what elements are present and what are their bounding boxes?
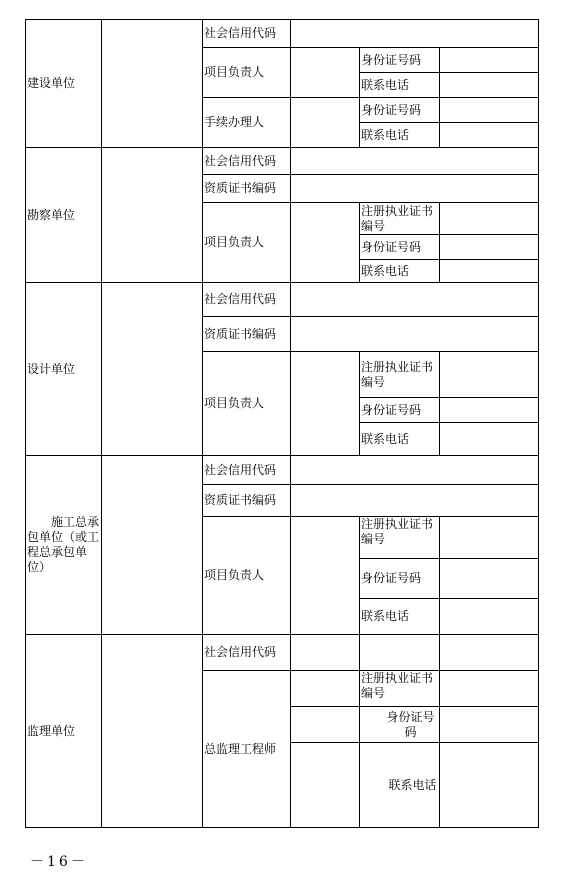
value-credit-code [291, 635, 360, 671]
label-id-number: 身份证号码 [360, 707, 440, 743]
value-phone [440, 123, 539, 148]
unit-name-general-contractor: 施工总承包单位（或工程总承包单位） [26, 456, 102, 635]
value-phone [440, 423, 539, 456]
label-phone: 联系电话 [360, 423, 440, 456]
label-credit-code: 社会信用代码 [203, 635, 291, 671]
unit-name-survey: 勘察单位 [26, 148, 102, 283]
label-project-leader: 项目负责人 [203, 48, 291, 98]
unit-value-survey [102, 148, 203, 283]
label-project-leader: 项目负责人 [203, 517, 291, 635]
label-reg-practice-cert-no: 注册执业证书编号 [360, 671, 440, 707]
unit-name-design: 设计单位 [26, 283, 102, 456]
label-handler: 手续办理人 [203, 98, 291, 148]
value-project-leader [291, 48, 360, 98]
unit-name-construction: 建设单位 [26, 20, 102, 148]
label-id-number: 身份证号码 [360, 98, 440, 123]
label-phone: 联系电话 [360, 599, 440, 635]
label-reg-practice-cert-no: 注册执业证书编号 [360, 352, 440, 398]
label-id-number: 身份证号码 [360, 48, 440, 73]
label-qualification-cert-no: 资质证书编码 [203, 317, 291, 352]
value-chief-supervisor [291, 671, 360, 707]
label-id-number: 身份证号码 [360, 398, 440, 423]
label-phone: 联系电话 [360, 260, 440, 283]
value-handler [291, 98, 360, 148]
page-number: －16－ [30, 854, 88, 870]
unit-value-design [102, 283, 203, 456]
label-credit-code: 社会信用代码 [203, 283, 291, 317]
label-phone: 联系电话 [360, 123, 440, 148]
value-id-number [440, 235, 539, 260]
label-id-number: 身份证号码 [360, 559, 440, 599]
label-qualification-cert-no: 资质证书编码 [203, 175, 291, 203]
label-phone: 联系电话 [360, 743, 440, 828]
value-qualification-cert-no [291, 485, 539, 517]
value-qualification-cert-no [291, 175, 539, 203]
value-chief-supervisor [291, 743, 360, 828]
value-id-number [440, 48, 539, 73]
value-id-number [440, 98, 539, 123]
label-chief-supervisor: 总监理工程师 [203, 671, 291, 828]
registration-form-table [25, 19, 539, 828]
value-phone [440, 743, 539, 828]
label-project-leader: 项目负责人 [203, 203, 291, 283]
value-reg-practice-cert-no [440, 671, 539, 707]
label-reg-practice-cert-no: 注册执业证书编号 [360, 517, 440, 559]
unit-name-supervision: 监理单位 [26, 635, 102, 828]
value-project-leader [291, 352, 360, 456]
label-id-number: 身份证号码 [360, 235, 440, 260]
label-phone: 联系电话 [360, 73, 440, 98]
label-qualification-cert-no: 资质证书编码 [203, 485, 291, 517]
value-phone [440, 73, 539, 98]
value-id-number [440, 559, 539, 599]
value-chief-supervisor [291, 707, 360, 743]
unit-value-general-contractor [102, 456, 203, 635]
blank-cell [360, 635, 440, 671]
value-reg-practice-cert-no [440, 203, 539, 235]
value-credit-code [291, 283, 539, 317]
blank-cell [440, 635, 539, 671]
value-project-leader [291, 517, 360, 635]
label-credit-code: 社会信用代码 [203, 20, 291, 48]
value-reg-practice-cert-no [440, 352, 539, 398]
label-reg-practice-cert-no: 注册执业证书编号 [360, 203, 440, 235]
label-project-leader: 项目负责人 [203, 352, 291, 456]
label-credit-code: 社会信用代码 [203, 148, 291, 175]
value-phone [440, 260, 539, 283]
value-id-number [440, 707, 539, 743]
unit-value-supervision [102, 635, 203, 828]
value-phone [440, 599, 539, 635]
value-credit-code [291, 456, 539, 485]
value-qualification-cert-no [291, 317, 539, 352]
unit-value-construction [102, 20, 203, 148]
value-credit-code [291, 148, 539, 175]
value-reg-practice-cert-no [440, 517, 539, 559]
value-project-leader [291, 203, 360, 283]
value-id-number [440, 398, 539, 423]
label-credit-code: 社会信用代码 [203, 456, 291, 485]
value-credit-code [291, 20, 539, 48]
